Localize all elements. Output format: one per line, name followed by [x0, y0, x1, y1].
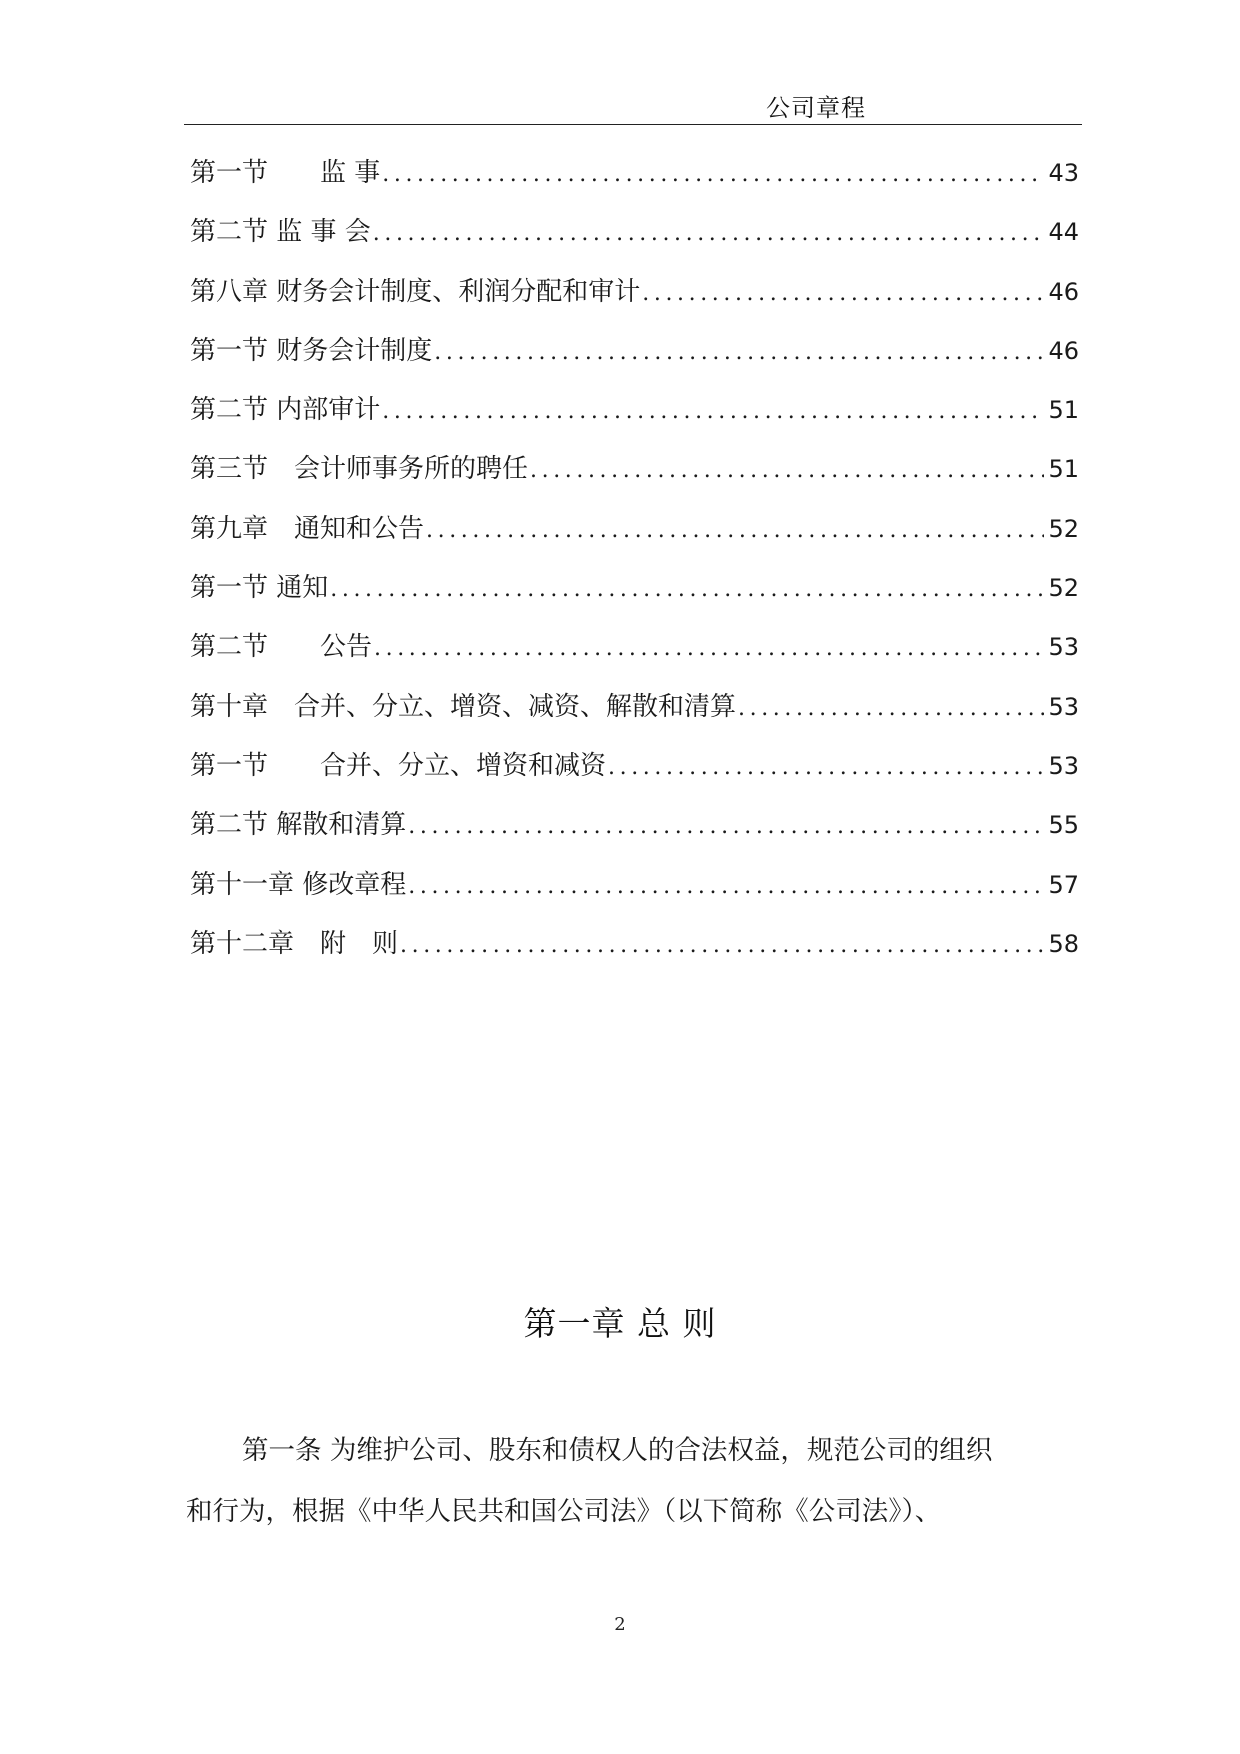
paragraph-line: 和行为，根据《中华人民共和国公司法》（以下简称《公司法》）、 — [186, 1496, 942, 1527]
toc-entry-page: 55 — [1048, 811, 1079, 840]
toc-entry-label: 第十一章 修改章程 — [190, 869, 407, 900]
toc-entry[interactable] — [190, 678, 1079, 737]
toc-entry-label: 第二节 解散和清算 — [190, 810, 407, 841]
toc-entry-page: 52 — [1048, 574, 1079, 603]
table-of-contents — [190, 144, 1079, 974]
toc-entry-label: 第二节 监 事 会 — [190, 217, 371, 248]
toc-dot-leader — [374, 619, 1044, 678]
header-title: 公司章程 — [766, 94, 866, 122]
toc-entry-page: 53 — [1048, 692, 1079, 721]
toc-entry-label: 第一节 监 事 — [190, 158, 381, 188]
toc-dot-leader — [400, 916, 1044, 975]
page-header — [184, 78, 1082, 125]
toc-entry[interactable] — [190, 737, 1079, 796]
toc-entry-page: 46 — [1048, 336, 1079, 365]
toc-entry-label: 第二节 公告 — [190, 632, 373, 663]
toc-entry[interactable] — [190, 559, 1079, 618]
toc-entry-label: 第一节 合并、分立、增资和减资 — [190, 750, 607, 781]
toc-entry[interactable] — [190, 322, 1079, 381]
toc-dot-leader — [530, 441, 1044, 500]
toc-entry-page: 58 — [1048, 929, 1079, 958]
toc-entry-label: 第十二章 附 则 — [190, 928, 399, 959]
toc-dot-leader — [382, 382, 1044, 441]
toc-entry-page: 43 — [1048, 159, 1079, 187]
toc-dot-leader — [408, 857, 1044, 916]
toc-entry-page: 51 — [1048, 396, 1079, 425]
toc-entry-page: 44 — [1048, 218, 1079, 247]
toc-dot-leader — [608, 738, 1044, 797]
toc-entry[interactable] — [190, 381, 1079, 440]
toc-entry[interactable] — [190, 500, 1079, 559]
toc-entry[interactable] — [190, 440, 1079, 499]
toc-entry-label: 第二节 内部审计 — [190, 395, 381, 426]
toc-entry[interactable] — [190, 618, 1079, 677]
page-number: 2 — [614, 1614, 626, 1635]
article-paragraph — [186, 1420, 1082, 1542]
toc-entry-label: 第三节 会计师事务所的聘任 — [190, 454, 529, 485]
toc-entry[interactable] — [190, 263, 1079, 322]
toc-entry-page: 53 — [1048, 751, 1079, 780]
toc-entry-label: 第十章 合并、分立、增资、减资、解散和清算 — [190, 691, 737, 722]
paragraph-line: 第一条 为维护公司、股东和债权人的合法权益，规范公司的组织 — [242, 1435, 993, 1466]
toc-dot-leader — [426, 501, 1044, 560]
toc-entry-page: 51 — [1048, 455, 1079, 484]
toc-dot-leader — [434, 323, 1044, 382]
toc-entry-label: 第九章 通知和公告 — [190, 513, 425, 544]
toc-entry[interactable] — [190, 144, 1079, 203]
toc-entry-page: 52 — [1048, 514, 1079, 543]
toc-dot-leader — [330, 560, 1044, 619]
toc-entry-page: 57 — [1048, 870, 1079, 899]
toc-entry[interactable] — [190, 856, 1079, 915]
toc-dot-leader — [373, 204, 1045, 263]
toc-entry-label: 第一节 财务会计制度 — [190, 335, 433, 366]
toc-dot-leader — [738, 679, 1044, 738]
toc-entry-page: 53 — [1048, 633, 1079, 662]
toc-entry-label: 第八章 财务会计制度、利润分配和审计 — [190, 276, 641, 307]
toc-dot-leader — [382, 145, 1044, 204]
toc-entry[interactable] — [190, 915, 1079, 974]
toc-entry-label: 第一节 通知 — [190, 573, 329, 604]
toc-dot-leader — [408, 797, 1044, 856]
toc-entry[interactable] — [190, 203, 1079, 262]
toc-entry-page: 46 — [1048, 277, 1079, 306]
chapter-heading: 第一章 总 则 — [523, 1304, 717, 1343]
toc-entry[interactable] — [190, 796, 1079, 855]
toc-dot-leader — [642, 264, 1044, 323]
